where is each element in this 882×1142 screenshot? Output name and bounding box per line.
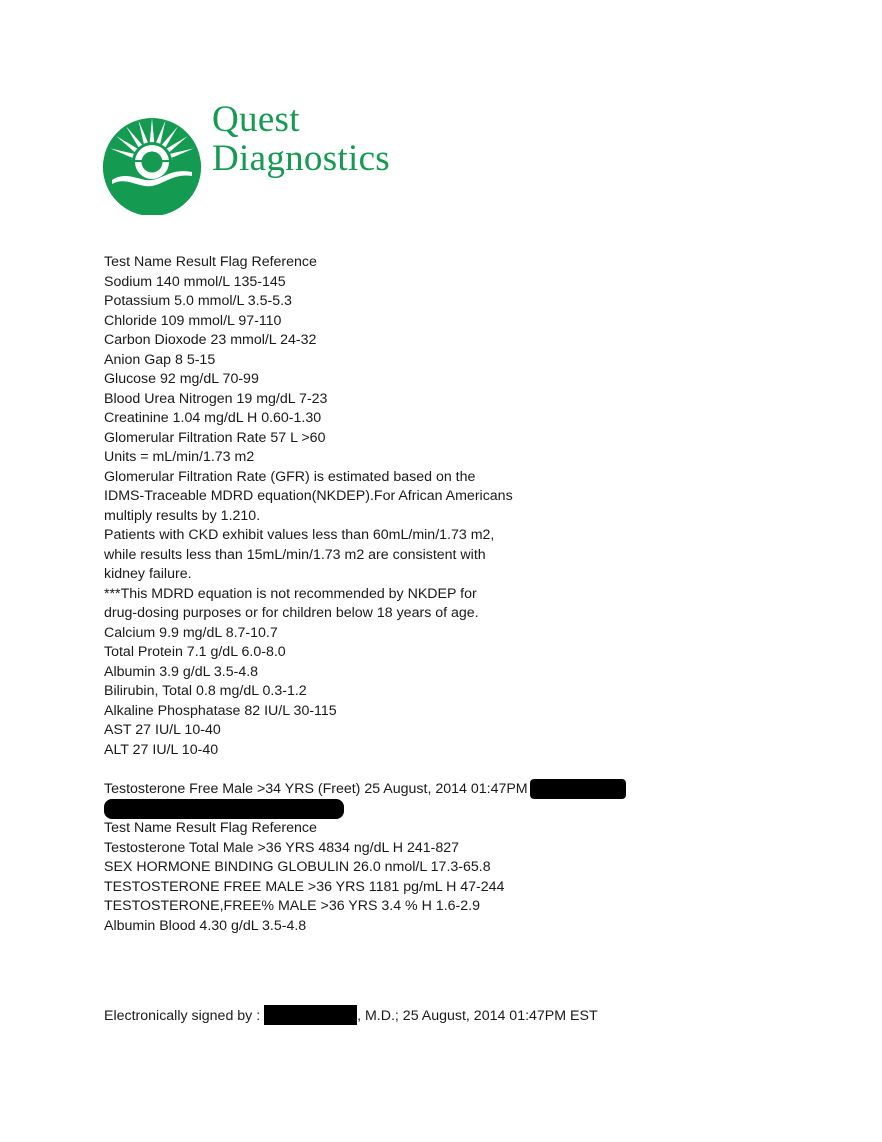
gfr-note-line: drug-dosing purposes or for children below 18 years of age. xyxy=(104,605,479,621)
result-line: Blood Urea Nitrogen 19 mg/dL 7-23 xyxy=(104,390,328,407)
result-line: Albumin Blood 4.30 g/dL 3.5-4.8 xyxy=(104,917,307,934)
redacted-line xyxy=(104,799,626,819)
result-line: Carbon Dioxode 23 mmol/L 24-32 xyxy=(104,332,317,348)
gfr-note-line: kidney failure. xyxy=(104,566,192,582)
result-line: Glomerular Filtration Rate 57 L >60 xyxy=(104,429,326,446)
redaction-bar xyxy=(104,799,344,819)
result-line: Calcium 9.9 mg/dL 8.7-10.7 xyxy=(104,624,278,641)
result-line: Units = mL/min/1.73 m2 xyxy=(104,449,255,465)
gfr-note-line: multiply results by 1.210. xyxy=(104,507,261,524)
testosterone-section xyxy=(104,779,626,936)
testosterone-header-text: Testosterone Free Male >34 YRS (Freet) 25 August, 2014 01:47PM xyxy=(104,780,528,797)
result-line: Potassium 5.0 mmol/L 3.5-5.3 xyxy=(104,293,292,309)
result-line: Alkaline Phosphatase 82 IU/L 30-115 xyxy=(104,702,337,719)
result-line: Testosterone Total Male >36 YRS 4834 ng/dL H 241-827 xyxy=(104,839,460,856)
chemistry-results xyxy=(104,253,513,760)
gfr-note-line: while results less than 15mL/min/1.73 m2 are consistent with xyxy=(104,546,486,563)
redaction-bar xyxy=(264,1005,357,1025)
results-header: Test Name Result Flag Reference xyxy=(104,254,317,270)
testosterone-header xyxy=(104,779,626,799)
result-line: Albumin 3.9 g/dL 3.5-4.8 xyxy=(104,663,259,680)
signature-prefix: Electronically signed by : xyxy=(104,1008,265,1024)
result-line: ALT 27 IU/L 10-40 xyxy=(104,741,219,758)
result-line: Creatinine 1.04 mg/dL H 0.60-1.30 xyxy=(104,410,322,426)
logo-wordmark xyxy=(212,100,390,178)
quest-diagnostics-logo xyxy=(102,100,402,215)
quest-sunburst-icon xyxy=(102,100,214,215)
result-line: Chloride 109 mmol/L 97-110 xyxy=(104,312,282,329)
result-line: Sodium 140 mmol/L 135-145 xyxy=(104,273,286,290)
logo-word-diagnostics: Diagnostics xyxy=(212,138,391,179)
result-line: TESTOSTERONE FREE MALE >36 YRS 1181 pg/mL H 47-244 xyxy=(104,878,505,895)
result-line: Total Protein 7.1 g/dL 6.0-8.0 xyxy=(104,644,286,660)
results-header: Test Name Result Flag Reference xyxy=(104,820,317,837)
redaction-bar xyxy=(530,779,626,799)
gfr-note-line: Glomerular Filtration Rate (GFR) is estimated based on the xyxy=(104,468,476,485)
result-line: Bilirubin, Total 0.8 mg/dL 0.3-1.2 xyxy=(104,683,307,699)
result-line: Anion Gap 8 5-15 xyxy=(104,351,216,368)
result-line: AST 27 IU/L 10-40 xyxy=(104,722,221,738)
gfr-note-line: Patients with CKD exhibit values less than 60mL/min/1.73 m2, xyxy=(104,527,495,543)
electronic-signature xyxy=(104,1005,598,1026)
logo-word-quest: Quest xyxy=(212,99,300,140)
gfr-note-line: ***This MDRD equation is not recommended by NKDEP for xyxy=(104,585,477,602)
result-line: Glucose 92 mg/dL 70-99 xyxy=(104,371,259,387)
gfr-note-line: IDMS-Traceable MDRD equation(NKDEP).For African Americans xyxy=(104,488,513,504)
result-line: TESTOSTERONE,FREE% MALE >36 YRS 3.4 % H 1.6-2.9 xyxy=(104,898,480,915)
result-line: SEX HORMONE BINDING GLOBULIN 26.0 nmol/L 17.3-65.8 xyxy=(104,859,491,876)
signature-suffix: , M.D.; 25 August, 2014 01:47PM EST xyxy=(357,1008,598,1024)
